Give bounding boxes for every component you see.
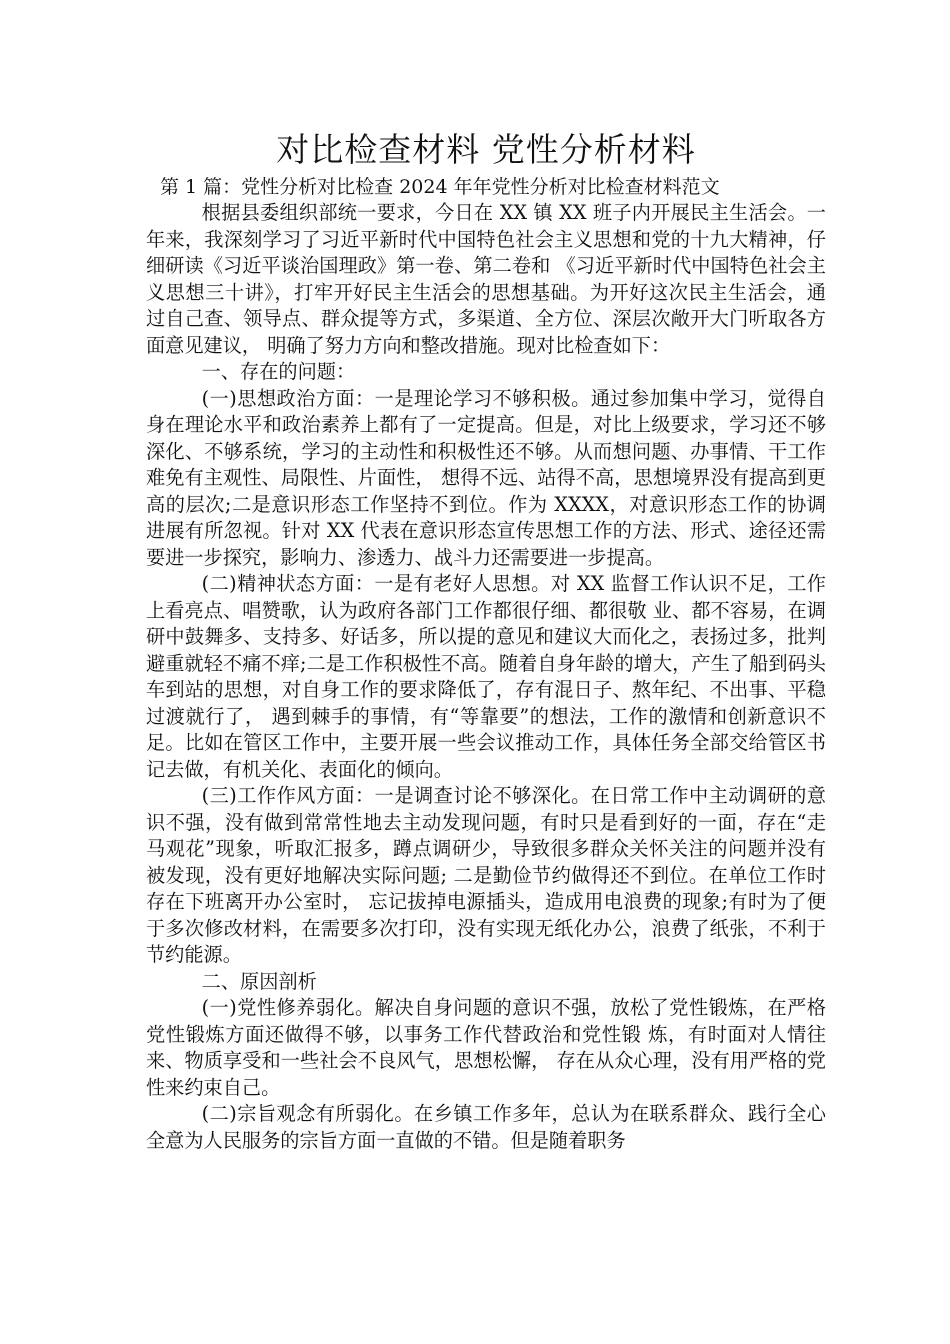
intro-paragraph: 根据县委组织部统一要求，今日在 XX 镇 XX 班子内开展民主生活会。一年来，我深刻学习了习近平新时代中国特色社会主义思想和党的十九大精神，仔细研读《习近平谈治国理政》第一卷、第二卷和 《习近平新时代中国特色社会主义思想三十讲》，打牢开好民主生活会的思想基础。为开好这次民主生活会，通过自己查、领导点、群众提等方式，多渠道、全方位、深层次敞开大门听取各方面意见建议， 明确了努力方向和整改措施。现对比检查如下： (146, 201, 826, 357)
paragraph-purpose: (二)宗旨观念有所弱化。在乡镇工作多年，总认为在联系群众、践行全心全意为人民服务的宗旨方面一直做的不错。但是随着职务 (146, 1102, 826, 1152)
document-subtitle: 第 1 篇：党性分析对比检查 2024 年年党性分析对比检查材料范文 (160, 176, 720, 198)
document-page (146, 128, 826, 1154)
paragraph-party-spirit: (一)党性修养弱化。解决自身问题的意识不强，放松了党性锻炼，在严格党性锻炼方面还做得不够，以事务工作代替政治和党性锻 炼，有时面对人情往来、物质享受和一些社会不良风气，思想松懈， 存在从众心理，没有用严格的党性来约束自己。 (146, 996, 826, 1099)
section-heading-problems: 一、存在的问题： (201, 360, 356, 383)
paragraph-political: (一)思想政治方面：一是理论学习不够积极。通过参加集中学习，觉得自身在理论水平和政治素养上都有了一定提高。但是，对比上级要求，学习还不够深化、不够系统，学习的主动性和积极性还不够。从而想问题、办事情、干工作难免有主观性、局限性、片面性， 想得不远、站得不高，思想境界没有提高到更高的层次;二是意识形态工作坚持不到位。作为 XXXX，对意识形态工作的协调进展有所忽视。针对 XX 代表在意识形态宣传思想工作的方法、形式、途径还需要进一步探究，影响力、渗透力、战斗力还需要进一步提高。 (146, 386, 826, 569)
section-heading-causes: 二、原因剖析 (201, 969, 317, 993)
document-title: 对比检查材料 党性分析材料 (276, 130, 696, 169)
paragraph-work-style: (三)工作作风方面：一是调查讨论不够深化。在日常工作中主动调研的意识不强，没有做到常常性地去主动发现问题，有时只是看到好的一面，存在“走马观花”现象，听取汇报多，蹲点调研少，导致很多群众关怀关注的问题并没有被发现，没有更好地解决实际问题; 二是勤俭节约做得还不到位。在单位工作时存在下班离开办公室时， 忘记拔掉电源插头，造成用电浪费的现象;有时为了便于多次修改材料，在需要多次打印，没有实现无纸化办公，浪费了纸张，不利于节约能源。 (146, 784, 826, 966)
paragraph-spirit: (二)精神状态方面：一是有老好人思想。对 XX 监督工作认识不足，工作上看亮点、唱赞歌，认为政府各部门工作都很仔细、都很敬 业、都不容易，在调研中鼓舞多、支持多、好话多，所以提的意见和建议大而化之，表扬过多，批判避重就轻不痛不痒;二是工作积极性不高。随着自身年龄的增大，产生了船到码头车到站的思想，对自身工作的要求降低了，存有混日子、熬年纪、不出事、平稳过渡就行了， 遇到棘手的事情，有“等靠要”的想法，工作的激情和创新意识不足。比如在管区工作中，主要开展一些会议推动工作，具体任务全部交给管区书记去做，有机关化、表面化的倾向。 (146, 572, 826, 781)
